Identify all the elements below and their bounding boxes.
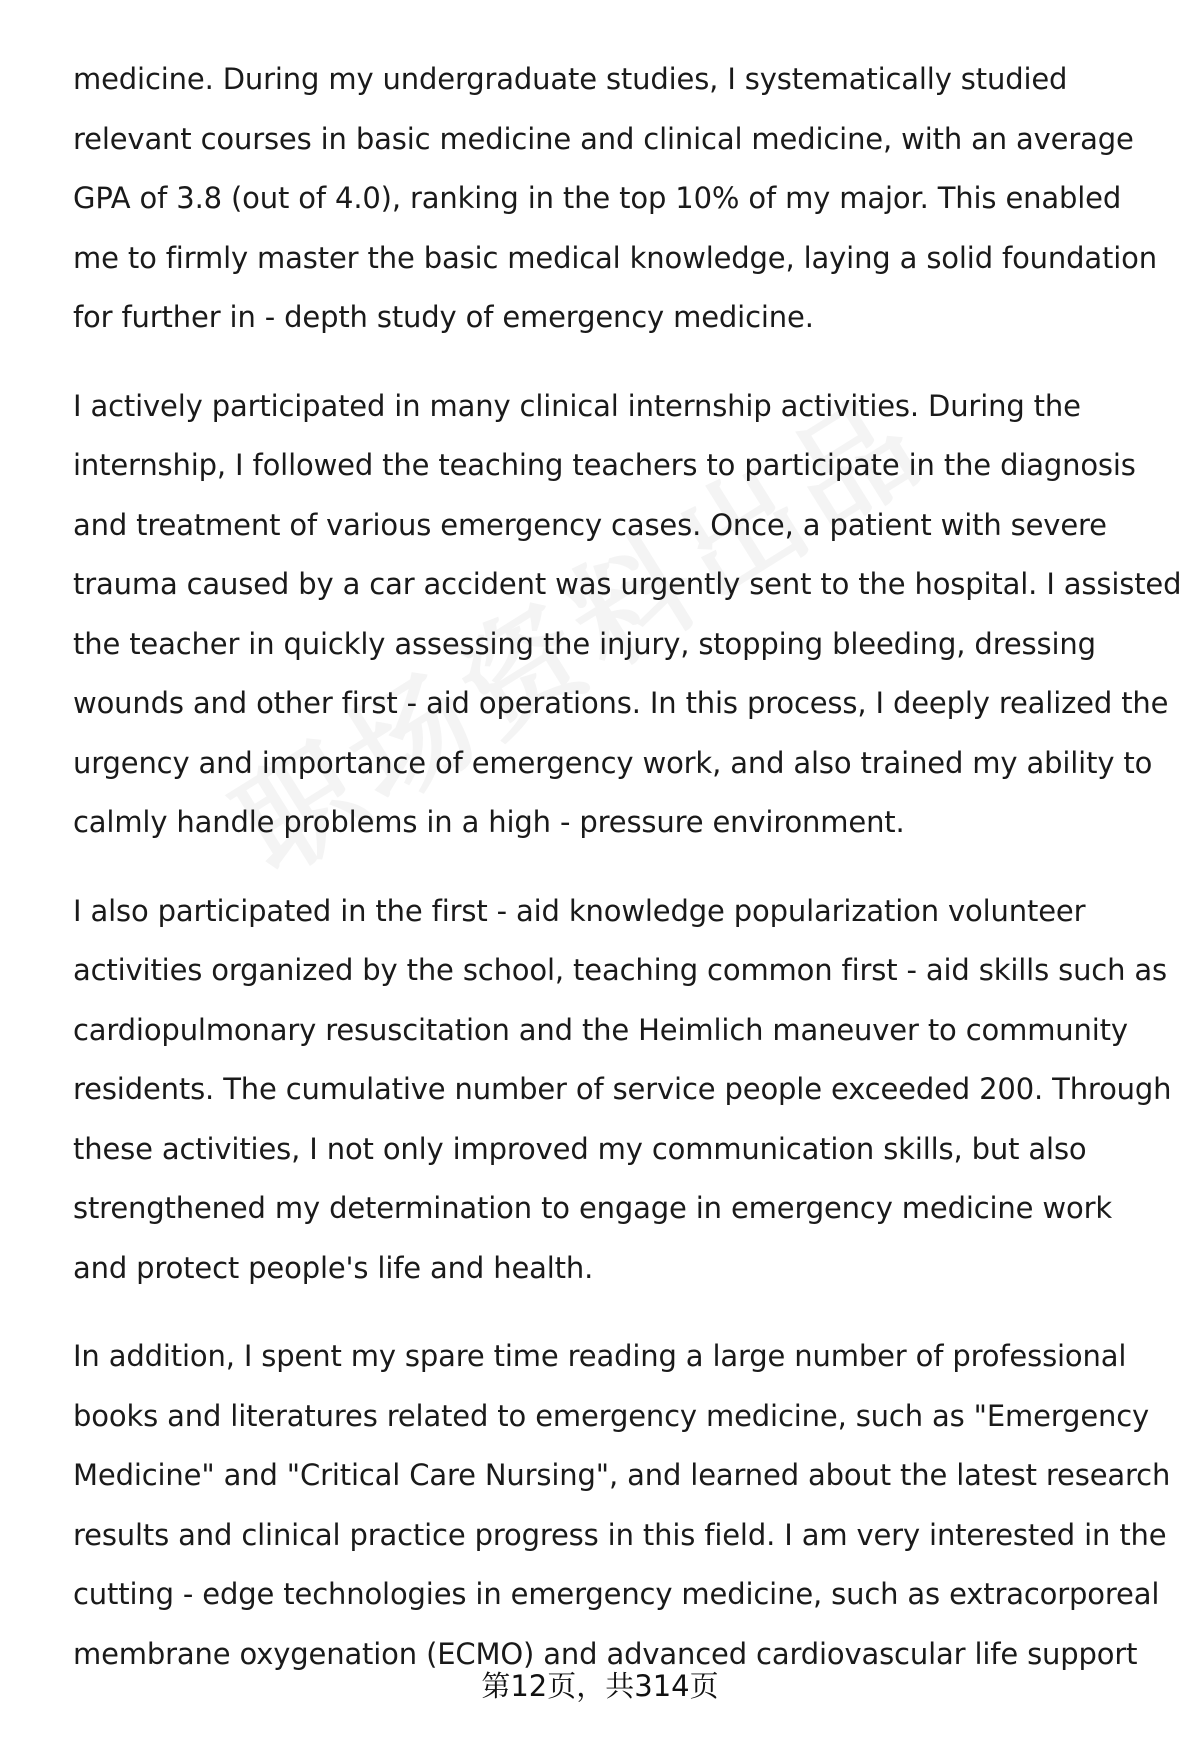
text-line: internship, I followed the teaching teachers to participate in the diagnosis xyxy=(73,448,1136,482)
paragraph-1 xyxy=(73,50,1173,348)
text-line: wounds and other first - aid operations. In this process, I deeply realized the xyxy=(73,686,1169,720)
text-line: and treatment of various emergency cases. Once, a patient with severe xyxy=(73,507,1107,542)
text-line: relevant courses in basic medicine and clinical medicine, with an average xyxy=(73,121,1134,156)
text-line: I also participated in the first - aid knowledge popularization volunteer xyxy=(73,893,1086,928)
paragraph-4 xyxy=(73,1327,1173,1684)
text-line: and protect people's life and health. xyxy=(73,1250,594,1285)
text-line: books and literatures related to emergency medicine, such as "Emergency xyxy=(73,1398,1150,1433)
text-line: trauma caused by a car accident was urgently sent to the hospital. I assisted xyxy=(73,567,1182,601)
text-line: cutting - edge technologies in emergency medicine, such as extracorporeal xyxy=(73,1577,1160,1611)
text-line: calmly handle problems in a high - pressure environment. xyxy=(73,805,905,839)
text-line: membrane oxygenation (ECMO) and advanced cardiovascular life support xyxy=(73,1636,1138,1671)
text-line: the teacher in quickly assessing the injury, stopping bleeding, dressing xyxy=(73,626,1096,661)
text-line: GPA of 3.8 (out of 4.0), ranking in the top 10% of my major. This enabled xyxy=(73,181,1122,215)
paragraph-3 xyxy=(73,882,1173,1299)
text-line: cardiopulmonary resuscitation and the Heimlich maneuver to community xyxy=(73,1012,1128,1047)
page-number-footer: 第12页，共314页 xyxy=(481,1669,719,1703)
text-line: In addition, I spent my spare time reading a large number of professional xyxy=(73,1339,1127,1373)
document-body xyxy=(73,50,1182,1713)
text-line: results and clinical practice progress in this field. I am very interested in the xyxy=(73,1517,1167,1552)
paragraph-2 xyxy=(73,377,1182,853)
text-line: I actively participated in many clinical internship activities. During the xyxy=(73,388,1081,423)
text-line: strengthened my determination to engage in emergency medicine work xyxy=(73,1191,1112,1225)
text-line: me to firmly master the basic medical knowledge, laying a solid foundation xyxy=(73,240,1157,275)
text-line: Medicine" and "Critical Care Nursing", and learned about the latest research xyxy=(73,1458,1171,1492)
text-line: medicine. During my undergraduate studies, I systematically studied xyxy=(73,62,1068,96)
text-line: urgency and importance of emergency work, and also trained my ability to xyxy=(73,745,1153,780)
text-line: residents. The cumulative number of service people exceeded 200. Through xyxy=(73,1072,1172,1106)
text-line: activities organized by the school, teaching common first - aid skills such as xyxy=(73,953,1167,987)
text-line: these activities, I not only improved my communication skills, but also xyxy=(73,1131,1087,1166)
text-line: for further in - depth study of emergency medicine. xyxy=(73,300,814,334)
